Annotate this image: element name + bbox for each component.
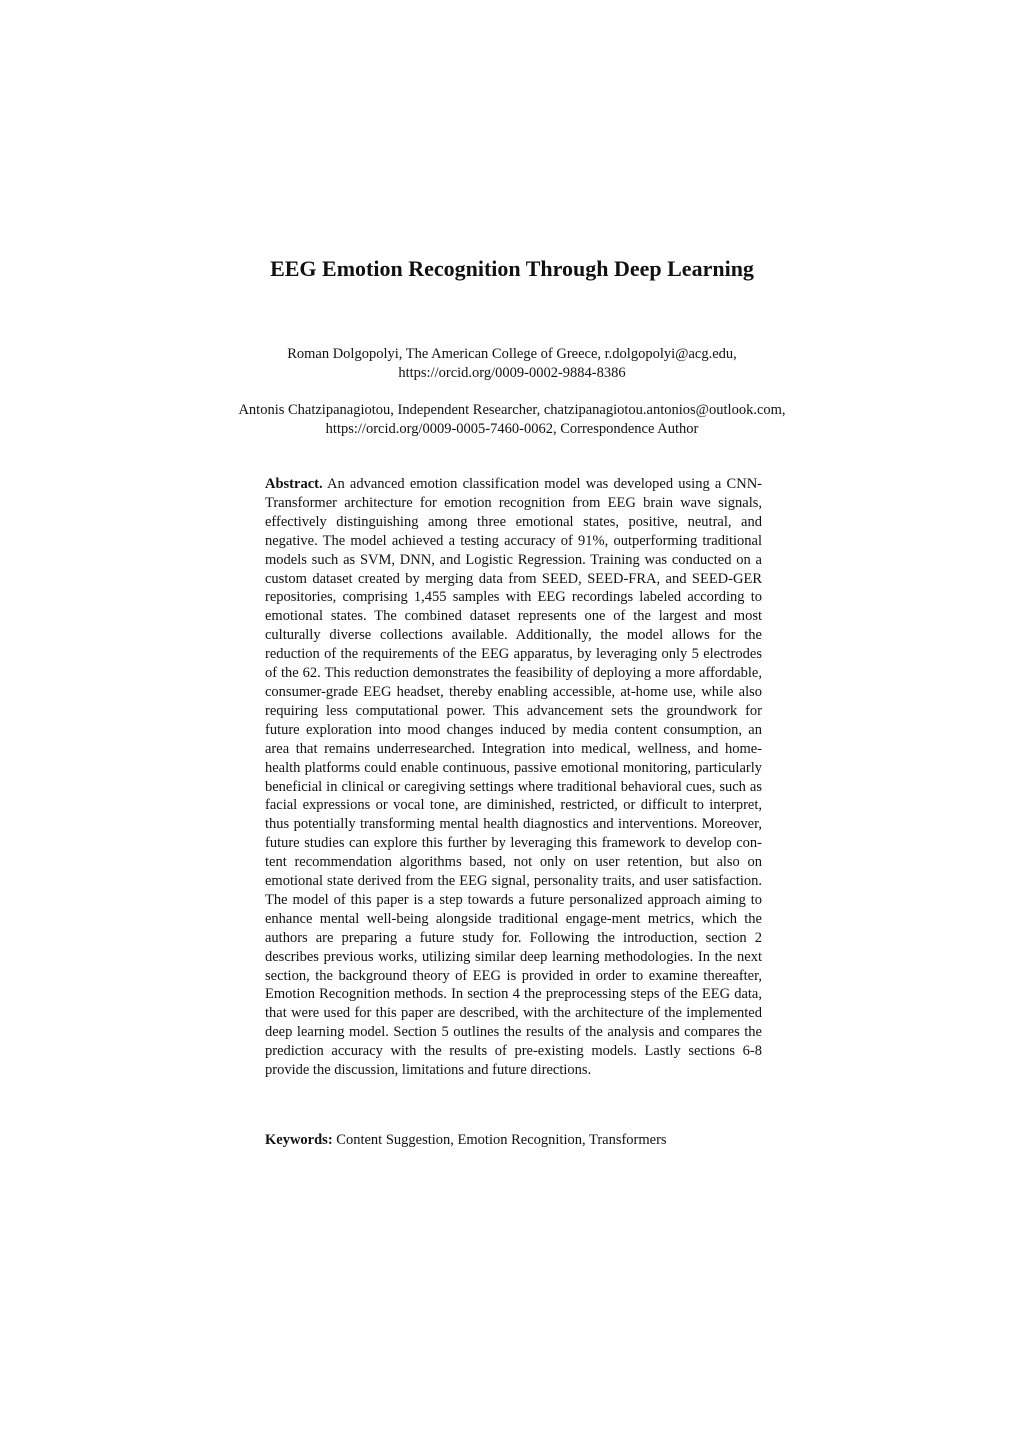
author-block-2 xyxy=(180,401,844,439)
keywords-label: Keywords: xyxy=(265,1132,333,1148)
abstract-text: An advanced emotion classification model was developed using a CNN-Transformer architecture for emotion recognition from EEG brain wave signals, effectively distinguishing among three emotional states, positive, neutral, and negative. The model achieved a testing accuracy of 91%, outperforming traditional models such as SVM, DNN, and Logistic Regression. Training was conducted on a custom dataset created by merging data from SEED, SEED-FRA, and SEED-GER repositories, comprising 1,455 samples with EEG recordings labeled according to emotional states. The combined dataset represents one of the largest and most culturally diverse collections available. Additionally, the model allows for the reduction of the requirements of the EEG apparatus, by leveraging only 5 electrodes of the 62. This reduction demonstrates the feasibility of deploying a more affordable, consumer-grade EEG headset, thereby enabling accessible, at-home use, while also requiring less computational power. This advancement sets the groundwork for future exploration into mood changes induced by media content consumption, an area that remains underresearched. Integration into medical, wellness, and home-health platforms could enable continuous, passive emotional monitoring, particularly beneficial in clinical or caregiving settings where traditional behavioral cues, such as facial expressions or vocal tone, are diminished, restricted, or difficult to interpret, thus potentially transforming mental health diagnostics and interventions. Moreover, future studies can explore this further by leveraging this framework to develop con-tent recommendation algorithms based, not only on user retention, but also on emotional state derived from the EEG signal, personality traits, and user satisfaction. The model of this paper is a step towards a future personalized approach aiming to enhance mental well-being alongside traditional engage-ment metrics, which the authors are preparing a future study for. Following the introduction, section 2 describes previous works, utilizing similar deep learning methodologies. In the next section, the background theory of EEG is provided in order to examine thereafter, Emotion Recognition methods. In section 4 the preprocessing steps of the EEG data, that were used for this paper are described, with the architecture of the implemented deep learning model. Section 5 outlines the results of the analysis and compares the prediction accuracy with the results of pre-existing models. Lastly sections 6-8 provide the discussion, limitations and future directions. xyxy=(265,476,762,1079)
author-1-orcid: https://orcid.org/0009-0002-9884-8386 xyxy=(398,365,626,381)
paper-title: EEG Emotion Recognition Through Deep Learning xyxy=(270,256,754,281)
abstract-label: Abstract. xyxy=(265,476,323,492)
abstract xyxy=(265,475,762,1080)
author-1-affiliation: Roman Dolgopolyi, The American College of Greece, r.dolgopolyi@acg.edu, xyxy=(287,346,737,362)
author-2-affiliation: Antonis Chatzipanagiotou, Independent Researcher, chatzipanagiotou.antonios@outlook.com, xyxy=(238,402,786,418)
author-block-1 xyxy=(180,345,844,383)
keywords-text: Content Suggestion, Emotion Recognition, Transformers xyxy=(332,1132,667,1148)
keywords xyxy=(265,1131,762,1150)
author-2-orcid: https://orcid.org/0009-0005-7460-0062, Correspondence Author xyxy=(325,421,699,437)
